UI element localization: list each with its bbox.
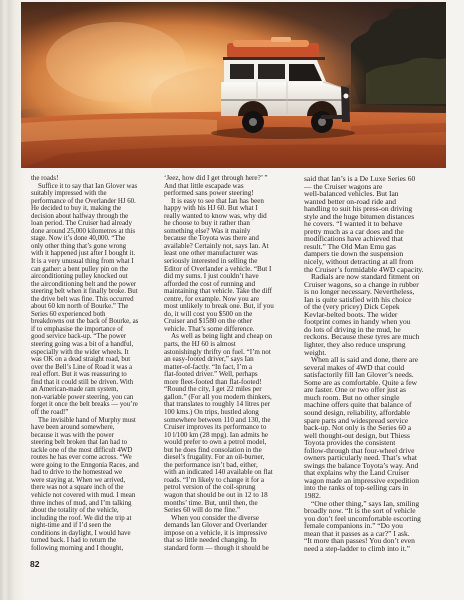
text-line: When you consider the diverse: [171, 513, 259, 522]
text-line: The invisible hand of Murphy must: [38, 416, 136, 424]
text-line: demands Ian Glover and Overlander: [164, 521, 268, 530]
text-line: result.” The Old Man Emu gas: [304, 241, 396, 251]
paragraph: [304, 175, 442, 273]
text-line: He decided to buy it, making the: [31, 205, 122, 213]
text-line: satisfactorily fill Ian Glover’s needs.: [304, 370, 414, 380]
text-line: available? Certainly not, says Ian. At: [164, 241, 269, 250]
text-line: the performance isn’t bad, either,: [164, 460, 258, 469]
text-line: wagon that should be out in 12 to 18: [164, 490, 268, 499]
text-line: an easy-footed driver,” says Ian: [164, 355, 254, 364]
text-line: Radials are now standard fitment on: [311, 272, 420, 282]
text-line: Toyota provides the consistent: [304, 438, 396, 448]
text-column-1: [31, 175, 152, 552]
text-line: well thought-out design, but Thiess: [304, 430, 410, 440]
text-line: Cruiser and $1580 on the other: [164, 317, 253, 326]
text-line: of the (very pricey) Dick Cepek: [304, 302, 400, 312]
text-line: including the roof. We did the trip at: [31, 514, 132, 522]
page-number: 82: [30, 559, 40, 569]
text-line: style and the huge bitumen distances: [304, 211, 415, 221]
text-line: conditions in daylight, I would have: [31, 529, 131, 537]
text-line: vehicle not covered with mud. I mean: [31, 491, 136, 499]
text-line: Cruiser wagons, so a change in rubber: [304, 279, 419, 289]
text-line: owners particularly need. That’s what: [304, 453, 417, 463]
text-line: follow-through that four-wheel drive: [304, 445, 415, 455]
text-line: Cruiser improves its performance to: [164, 423, 267, 432]
text-line: airconditioning pulley knocked out: [31, 273, 128, 281]
text-line: steering going was a bit of a handful,: [31, 341, 134, 349]
text-line: he choose to buy it rather than: [164, 219, 250, 228]
text-line: done around 25,000 kilometres at this: [31, 227, 136, 235]
text-line: did my sums. I just couldn’t have: [164, 272, 259, 281]
text-line: the airconditioning belt and the power: [31, 280, 137, 288]
text-line: female companions in.” “Do you: [304, 521, 403, 531]
text-line: nicely, without detracting at all from: [304, 257, 414, 267]
paragraph: [164, 198, 292, 334]
paragraph: [304, 273, 442, 356]
text-line: weight.: [304, 347, 327, 357]
text-line: well-balanced vehicles. But Ian: [304, 189, 399, 199]
text-line: can gather: a bent pulley pin on the: [31, 265, 129, 273]
text-line: breakdowns out the back of Bourke, as: [31, 318, 139, 326]
paragraph: [164, 515, 292, 553]
text-line: diesel’s frugality. For an oil-burner,: [164, 453, 265, 462]
text-line: reckons. Because these tyres are much: [304, 332, 420, 342]
text-line: with an indicated 140 available on flat: [164, 468, 273, 477]
text-line: When all is said and done, there are: [311, 355, 419, 365]
text-line: astonishingly thrifty on fuel. “I’m not: [164, 347, 271, 356]
text-line: you don’t feel uncomfortable escorting: [304, 513, 421, 523]
text-line: that explains why the Land Cruiser: [304, 468, 410, 478]
text-line: wanted better on-road ride and: [304, 196, 397, 206]
text-line: dampers tie down the suspension: [304, 249, 404, 259]
text-line: It is easy to see that Ian has been: [171, 196, 264, 205]
text-line: especially with the wider wheels. It: [31, 348, 129, 356]
text-line: about the totality of the vehicle,: [31, 507, 119, 515]
text-line: afforded the cost of running and: [164, 279, 256, 288]
text-line: night-time and if I’d seen the: [31, 522, 112, 530]
text-line: wagon made an impressive expedition: [304, 475, 419, 485]
text-column-2: [164, 175, 292, 552]
photo-land-cruiser-dust: [21, 2, 446, 168]
text-line: off the road!”: [31, 408, 69, 416]
text-line: And that little escapade was: [164, 181, 244, 190]
text-line: “It more than passes! You don’t even: [304, 536, 415, 546]
paragraph: [164, 175, 292, 198]
text-line: there was not a square inch of the: [31, 484, 124, 492]
text-line: he covers. “I wanted it to behave: [304, 219, 403, 229]
text-line: modifications have achieved that: [304, 234, 403, 244]
text-line: over the Bell’s Line of Road it was a: [31, 363, 133, 371]
text-line: Series 60 will do me fine.”: [164, 506, 241, 515]
text-line: are faster. One or two offer just as: [304, 385, 406, 395]
text-line: that so little needed changing. In: [164, 536, 257, 545]
text-line: standard form — though it should be: [164, 543, 269, 552]
text-line: had to drive to the homestead we: [31, 469, 123, 477]
text-line: 1982.: [304, 490, 321, 500]
text-column-3: [304, 175, 442, 552]
text-line: broadly now. “It is the sort of vehicle: [304, 506, 416, 516]
text-line: swings the balance Toyota’s way. And: [304, 460, 419, 470]
roof-rack: [223, 57, 325, 60]
text-line: impose on a vehicle, it is impressive: [164, 528, 268, 537]
paragraph: [304, 500, 442, 553]
text-line: non-variable power steering, you can: [31, 393, 134, 401]
text-line: were staying at. When we arrived,: [31, 476, 126, 484]
text-line: parts, the HJ 60 is almost: [164, 340, 236, 349]
paragraph: [31, 417, 152, 553]
text-line: following morning and I thought,: [31, 544, 124, 552]
text-line: footprint comes in handy when you: [304, 317, 411, 327]
text-line: stage. Now it’s done 40,000. “The: [31, 235, 126, 243]
text-line: spare parts and widespread service: [304, 415, 409, 425]
paragraph: [304, 356, 442, 499]
text-line: handling to suit his press-on driving: [304, 204, 413, 214]
text-line: Kevlar-belted boots. The wider: [304, 309, 398, 319]
text-line: said that Ian’s is a De Luxe Series 60: [304, 174, 416, 183]
text-line: three inches of mud, and I’m talking: [31, 499, 132, 507]
text-line: ‘Jeez, how did I get through here?’ ”: [164, 174, 268, 182]
text-line: 100 kms.) On trips, hustled along: [164, 407, 259, 416]
text-line: an American-made ram system,: [31, 386, 119, 394]
text-line: with it happened just after I bought it.: [31, 250, 136, 258]
text-line: maintaining that vehicle. Take the diff: [164, 287, 272, 296]
text-line: good service back-up. “The power: [31, 333, 127, 341]
text-line: happy with his HJ 60. But what I: [164, 204, 258, 213]
text-line: steering belt when it finally broke. But: [31, 288, 138, 296]
text-line: the drive belt was fine. This occurred: [31, 295, 134, 303]
text-line: several makes of 4WD that could: [304, 362, 405, 372]
text-line: back-up. Not only is the Series 60 a: [304, 423, 412, 433]
text-line: would prefer to own a petrol model,: [164, 438, 267, 447]
text-line: gallon.” (For all you modern thinkers,: [164, 392, 272, 401]
text-line: flat-footed driver.” Well, perhaps: [164, 370, 258, 379]
text-line: — the Cruiser wagons are: [304, 181, 383, 191]
text-line: roads. “I’m likely to change it for a: [164, 475, 265, 484]
text-line: performance of the Overlander HJ 60.: [31, 197, 136, 205]
text-line: machine offers quite that balance of: [304, 400, 412, 410]
text-line: least one other manufacturer was: [164, 249, 258, 258]
text-line: really wanted to know was, why did: [164, 211, 267, 220]
text-line: matter-of-factly. “In fact, I’m a: [164, 362, 253, 371]
text-line: months’ time. But, until then, the: [164, 498, 258, 507]
text-line: because the Toyota was there and: [164, 234, 259, 243]
text-line: Ian is quite satisfied with his choice: [304, 294, 412, 304]
text-line: routes he has ever come across. “We: [31, 454, 132, 462]
text-line: more fleet-footed than flat-footed!: [164, 377, 262, 386]
text-line: It is a very unusual thing from what I: [31, 258, 134, 266]
text-line: steering belt broken that Ian had to: [31, 439, 128, 447]
text-line: only other thing that’s gone wrong: [31, 242, 127, 250]
text-line: most unlikely to break one. But, if you: [164, 302, 274, 311]
text-line: do, it will cost you $500 on the: [164, 309, 253, 318]
text-line: pretty much as a car does and the: [304, 226, 404, 236]
text-line: real effort. But it was reassuring to: [31, 371, 127, 379]
paragraph: [31, 183, 152, 417]
text-line: much room. But no other single: [304, 392, 400, 402]
text-line: somewhere between 110 and 130, the: [164, 415, 271, 424]
text-line: performed sans power steering!: [164, 189, 254, 198]
text-line: into the ranks of top-selling cars in: [304, 483, 409, 493]
text-line: Editor of Overlander a vehicle. “But I: [164, 264, 272, 273]
text-line: do lots of driving in the mud, he: [304, 324, 401, 334]
paragraph: [164, 333, 292, 514]
text-line: Some are as comfortable. Quite a few: [304, 377, 418, 387]
text-line: have been around somewhere,: [31, 424, 115, 432]
text-line: tackle one of the most difficult 4WD: [31, 446, 133, 454]
text-line: was OK on a dead straight road, but: [31, 356, 131, 364]
text-line: if to emphasise the importance of: [31, 325, 124, 333]
text-line: loan period. The Cruiser had already: [31, 220, 132, 228]
text-line: the roads!: [31, 175, 59, 182]
text-line: Series 60 experienced both: [31, 310, 106, 318]
text-line: something else? Was it mainly: [164, 226, 251, 235]
text-line: but he does find consolation in the: [164, 445, 262, 454]
text-line: about 60 km north of Bourke.” The: [31, 303, 129, 311]
text-line: As well as being light and cheap on: [171, 332, 273, 341]
text-line: find that it could still be driven. With: [31, 378, 134, 386]
text-line: need a step-ladder to climb into it.”: [304, 543, 411, 553]
text-line: that translates to roughly 14 litres per: [164, 400, 270, 409]
text-line: 10 l/100 km (28 mpg). Ian admits he: [164, 430, 269, 439]
text-line: were going to the Enngonia Races, and: [31, 461, 139, 469]
text-line: forget it once the belt breaks — you’re: [31, 401, 138, 409]
text-line: centre, for example. Now you are: [164, 294, 260, 303]
paragraph: [31, 175, 152, 183]
text-line: because it was with the power: [31, 431, 114, 439]
text-line: the Cruiser’s formidable 4WD capacity.: [304, 264, 424, 274]
text-line: “One other thing,” says Ian, smiling: [311, 498, 420, 508]
text-line: seriously interested in selling the: [164, 257, 258, 266]
text-line: “Round the city, I get 22 miles per: [164, 385, 262, 394]
text-line: sound design, reliability, affordable: [304, 407, 411, 417]
text-line: turned back. I had to return the: [31, 537, 117, 545]
text-line: is no longer necessary. Nevertheless,: [304, 287, 415, 297]
text-line: Suffice it to say that Ian Glover was: [38, 182, 138, 190]
text-line: petrol version of the coil-sprung: [164, 483, 256, 492]
text-line: suitably impressed with the: [31, 190, 107, 198]
text-line: decision about halfway through the: [31, 212, 129, 220]
text-line: mean that it passes as a car?” I ask.: [304, 528, 410, 538]
text-line: vehicle. That’s some difference.: [164, 324, 255, 333]
text-line: lighter, they also reduce unsprung: [304, 340, 406, 350]
